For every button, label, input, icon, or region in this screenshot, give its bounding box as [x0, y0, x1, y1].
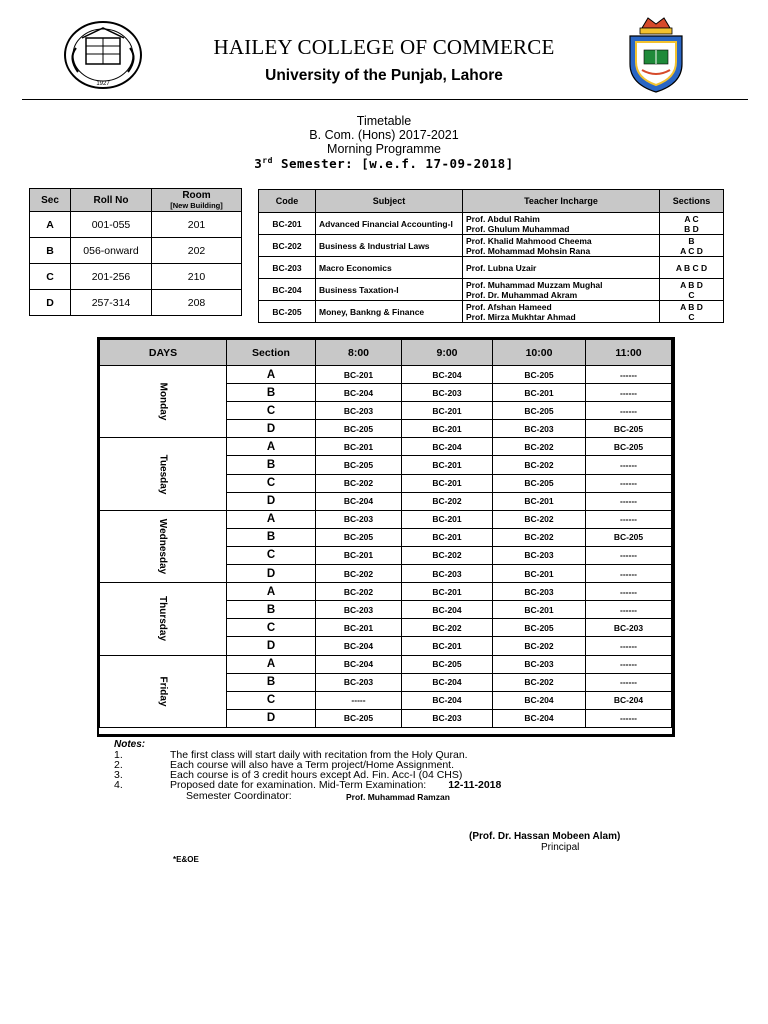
course-sections	[660, 301, 724, 323]
section-letter: B	[30, 238, 71, 264]
teacher-name: Prof. Lubna Uzair	[466, 262, 537, 273]
room-number: 201	[152, 212, 242, 238]
course-subject: Advanced Financial Accounting-I	[316, 213, 463, 235]
class-slot: BC-203	[402, 384, 493, 402]
day-cell	[100, 510, 227, 582]
schedule-section: B	[227, 384, 316, 402]
schedule-section: D	[227, 420, 316, 438]
class-slot: BC-203	[402, 565, 493, 583]
class-slot: -----	[316, 691, 402, 709]
class-slot: BC-204	[316, 384, 402, 402]
day-name: Thursday	[157, 596, 169, 642]
program-name: B. Com. (Hons) 2017-2021	[309, 128, 459, 142]
class-slot: BC-201	[493, 565, 586, 583]
class-slot: BC-201	[402, 456, 493, 474]
class-slot: BC-205	[586, 420, 672, 438]
day-name: Monday	[157, 382, 169, 421]
class-slot: BC-201	[402, 474, 493, 492]
schedule-section: A	[227, 655, 316, 673]
class-slot: BC-205	[402, 655, 493, 673]
class-slot: BC-205	[316, 709, 402, 727]
class-slot: BC-204	[316, 637, 402, 655]
class-slot: ------	[586, 546, 672, 564]
day-name: Wednesday	[157, 518, 169, 575]
courses-table	[258, 189, 724, 323]
class-slot: BC-201	[316, 366, 402, 384]
class-slot: ------	[586, 583, 672, 601]
schedule-section: A	[227, 438, 316, 456]
schedule-section: C	[227, 546, 316, 564]
teacher-name: Prof. Mirza Mukhtar Ahmad	[466, 311, 576, 322]
note-4: 4. Proposed date for examination. Mid-Term Examination: 12-11-2018	[114, 779, 502, 791]
logo-year: 1927	[96, 81, 110, 87]
day-cell	[100, 366, 227, 438]
schedule-section: C	[227, 474, 316, 492]
class-slot: BC-203	[493, 420, 586, 438]
college-name: HAILEY COLLEGE OF COMMERCE	[213, 35, 555, 59]
course-row	[259, 213, 724, 235]
class-slot: BC-202	[316, 474, 402, 492]
class-slot: BC-202	[402, 619, 493, 637]
class-slot: BC-202	[493, 456, 586, 474]
schedule-frame	[97, 337, 675, 737]
class-slot: BC-202	[493, 637, 586, 655]
class-slot: BC-204	[316, 492, 402, 510]
class-slot: BC-201	[402, 510, 493, 528]
course-code: BC-201	[259, 213, 316, 235]
course-teachers	[463, 301, 660, 323]
room-number: 208	[152, 290, 242, 316]
class-slot: ------	[586, 492, 672, 510]
class-slot: BC-203	[493, 546, 586, 564]
schedule-section: A	[227, 583, 316, 601]
class-slot: BC-205	[493, 366, 586, 384]
sections-list: A C D	[680, 245, 703, 256]
course-subject: Business & Industrial Laws	[316, 235, 463, 257]
day-cell	[100, 655, 227, 727]
signatory-name: (Prof. Dr. Hassan Mobeen Alam)	[469, 831, 621, 842]
eoe-note: *E&OE	[173, 855, 199, 864]
class-slot: ------	[586, 384, 672, 402]
room-number: 210	[152, 264, 242, 290]
programme-type: Morning Programme	[327, 142, 441, 156]
class-slot: BC-202	[402, 492, 493, 510]
class-slot: BC-205	[586, 438, 672, 456]
col-section: Section	[227, 340, 316, 366]
class-slot: BC-201	[402, 402, 493, 420]
class-slot: BC-202	[402, 546, 493, 564]
course-subject: Money, Bankng & Finance	[316, 301, 463, 323]
section-row	[30, 264, 242, 290]
class-slot: BC-201	[316, 438, 402, 456]
class-slot: BC-204	[493, 691, 586, 709]
section-letter: A	[30, 212, 71, 238]
sections-table	[29, 188, 242, 316]
class-slot: BC-204	[402, 691, 493, 709]
course-teachers	[463, 257, 660, 279]
class-slot: BC-201	[493, 492, 586, 510]
signatory-role: Principal	[541, 842, 580, 853]
day-cell	[100, 583, 227, 655]
schedule-section: B	[227, 673, 316, 691]
note-2: 2. Each course will also have a Term project/Home Assignment.	[114, 759, 455, 771]
schedule-section: D	[227, 709, 316, 727]
schedule-table	[99, 339, 672, 728]
room-number: 202	[152, 238, 242, 264]
col-slot-4: 11:00	[586, 340, 672, 366]
class-slot: BC-202	[316, 583, 402, 601]
course-sections	[660, 213, 724, 235]
class-slot: BC-203	[316, 673, 402, 691]
col-slot-2: 9:00	[402, 340, 493, 366]
header-divider	[22, 99, 748, 100]
course-code: BC-202	[259, 235, 316, 257]
class-slot: ------	[586, 709, 672, 727]
class-slot: BC-204	[316, 655, 402, 673]
schedule-section: D	[227, 565, 316, 583]
teacher-name: Prof. Ghulum Muhammad	[466, 223, 570, 234]
col-room: Room [New Building]	[152, 189, 242, 212]
class-slot: BC-201	[402, 583, 493, 601]
class-slot: BC-201	[493, 384, 586, 402]
course-row	[259, 279, 724, 301]
class-slot: BC-201	[316, 546, 402, 564]
sections-list: C	[688, 311, 695, 322]
course-subject: Macro Economics	[316, 257, 463, 279]
course-code: BC-203	[259, 257, 316, 279]
class-slot: BC-204	[493, 709, 586, 727]
class-slot: BC-203	[586, 619, 672, 637]
col-sections: Sections	[660, 190, 724, 213]
course-sections	[660, 235, 724, 257]
day-name: Friday	[157, 676, 169, 707]
schedule-section: A	[227, 510, 316, 528]
schedule-section: B	[227, 528, 316, 546]
coordinator-label: Semester Coordinator:	[186, 790, 292, 802]
class-slot: BC-205	[316, 420, 402, 438]
section-letter: D	[30, 290, 71, 316]
class-slot: BC-201	[402, 420, 493, 438]
sections-list: A B C D	[675, 262, 708, 273]
teacher-name: Prof. Afshan Hameed	[466, 301, 552, 312]
sections-list: A C	[684, 213, 699, 224]
class-slot: BC-203	[493, 655, 586, 673]
class-slot: BC-205	[493, 474, 586, 492]
class-slot: BC-204	[402, 438, 493, 456]
class-slot: BC-201	[493, 601, 586, 619]
sections-list: B	[688, 235, 695, 246]
class-slot: BC-204	[586, 691, 672, 709]
section-row	[30, 212, 242, 238]
schedule-section: C	[227, 691, 316, 709]
class-slot: ------	[586, 402, 672, 420]
schedule-row	[100, 583, 672, 601]
schedule-row	[100, 655, 672, 673]
class-slot: ------	[586, 565, 672, 583]
course-teachers	[463, 279, 660, 301]
class-slot: BC-205	[316, 456, 402, 474]
class-slot: BC-201	[316, 619, 402, 637]
roll-range: 056-onward	[71, 238, 152, 264]
university-name: University of the Punjab, Lahore	[265, 67, 503, 84]
roll-range: 001-055	[71, 212, 152, 238]
section-letter: C	[30, 264, 71, 290]
sections-list: A B D	[680, 301, 703, 312]
teacher-name: Prof. Khalid Mahmood Cheema	[466, 235, 592, 246]
sections-list: A B D	[680, 279, 703, 290]
schedule-section: D	[227, 637, 316, 655]
course-row	[259, 257, 724, 279]
col-sec: Sec	[30, 189, 71, 212]
class-slot: ------	[586, 655, 672, 673]
class-slot: BC-203	[402, 709, 493, 727]
class-slot: ------	[586, 366, 672, 384]
class-slot: BC-201	[402, 528, 493, 546]
class-slot: BC-203	[493, 583, 586, 601]
course-teachers	[463, 235, 660, 257]
course-code: BC-205	[259, 301, 316, 323]
course-row	[259, 235, 724, 257]
coordinator-name: Prof. Muhammad Ramzan	[346, 792, 450, 802]
class-slot: BC-204	[402, 366, 493, 384]
section-row	[30, 238, 242, 264]
class-slot: ------	[586, 673, 672, 691]
day-cell	[100, 438, 227, 510]
schedule-row	[100, 510, 672, 528]
class-slot: BC-205	[493, 402, 586, 420]
course-code: BC-204	[259, 279, 316, 301]
roll-range: 201-256	[71, 264, 152, 290]
teacher-name: Prof. Dr. Muhammad Akram	[466, 289, 578, 300]
col-code: Code	[259, 190, 316, 213]
sections-list: C	[688, 289, 695, 300]
class-slot: BC-202	[493, 510, 586, 528]
class-slot: BC-202	[493, 438, 586, 456]
schedule-row	[100, 366, 672, 384]
course-subject: Business Taxation-I	[316, 279, 463, 301]
class-slot: ------	[586, 601, 672, 619]
col-slot-3: 10:00	[493, 340, 586, 366]
class-slot: ------	[586, 456, 672, 474]
course-row	[259, 301, 724, 323]
class-slot: ------	[586, 474, 672, 492]
col-days: DAYS	[100, 340, 227, 366]
roll-range: 257-314	[71, 290, 152, 316]
note-1: 1. The first class will start daily with recitation from the Holy Quran.	[114, 749, 468, 761]
class-slot: BC-205	[586, 528, 672, 546]
midterm-date: 12-11-2018	[448, 779, 502, 791]
class-slot: BC-203	[316, 402, 402, 420]
schedule-section: A	[227, 366, 316, 384]
course-sections	[660, 279, 724, 301]
teacher-name: Prof. Abdul Rahim	[466, 213, 540, 224]
class-slot: BC-204	[402, 601, 493, 619]
course-teachers	[463, 213, 660, 235]
class-slot: BC-205	[316, 528, 402, 546]
class-slot: BC-202	[316, 565, 402, 583]
notes-title: Notes:	[114, 739, 146, 750]
note-3: 3. Each course is of 3 credit hours except Ad. Fin. Acc-I (04 CHS)	[114, 769, 463, 781]
course-sections	[660, 257, 724, 279]
class-slot: BC-201	[402, 637, 493, 655]
class-slot: BC-204	[402, 673, 493, 691]
class-slot: ------	[586, 637, 672, 655]
class-slot: ------	[586, 510, 672, 528]
teacher-name: Prof. Muhammad Muzzam Mughal	[466, 279, 603, 290]
schedule-section: D	[227, 492, 316, 510]
col-teacher: Teacher Incharge	[463, 190, 660, 213]
col-roll: Roll No	[71, 189, 152, 212]
section-row	[30, 290, 242, 316]
teacher-name: Prof. Mohammad Mohsin Rana	[466, 245, 591, 256]
col-slot-1: 8:00	[316, 340, 402, 366]
schedule-section: C	[227, 619, 316, 637]
class-slot: BC-203	[316, 510, 402, 528]
schedule-row	[100, 438, 672, 456]
semester-line: 3rd Semester: [w.e.f. 17-09-2018]	[254, 156, 514, 172]
doc-title: Timetable	[356, 114, 412, 128]
schedule-section: B	[227, 456, 316, 474]
schedule-section: C	[227, 402, 316, 420]
col-subject: Subject	[316, 190, 463, 213]
day-name: Tuesday	[157, 454, 169, 494]
class-slot: BC-202	[493, 528, 586, 546]
class-slot: BC-203	[316, 601, 402, 619]
class-slot: BC-205	[493, 619, 586, 637]
sections-list: B D	[684, 223, 699, 234]
schedule-section: B	[227, 601, 316, 619]
class-slot: BC-202	[493, 673, 586, 691]
